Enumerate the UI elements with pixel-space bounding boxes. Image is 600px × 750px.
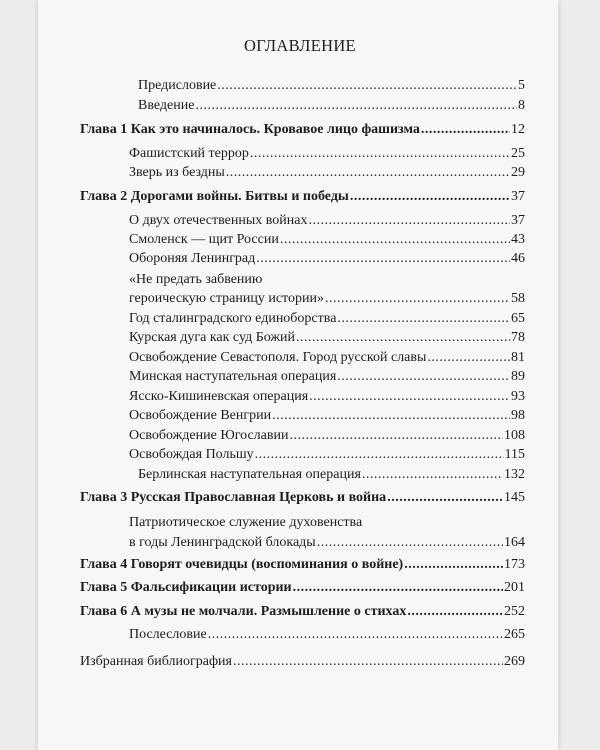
toc-entry: Смоленск — щит России ..... 43 bbox=[129, 231, 525, 249]
toc-entry-preface: Предисловие ..... 5 bbox=[138, 77, 525, 95]
toc-entry: в годы Ленинградской блокады ..... 164 bbox=[129, 534, 525, 552]
toc-entry: Год сталинградского единоборства ..... 65 bbox=[129, 310, 525, 328]
toc-entry-bibliography: Избранная библиография ..... 269 bbox=[80, 653, 525, 671]
toc-entry: Освобождая Польшу ..... 115 bbox=[129, 446, 525, 464]
page-title: ОГЛАВЛЕНИЕ bbox=[244, 36, 356, 55]
toc-entry: Обороняя Ленинград ..... 46 bbox=[129, 250, 525, 268]
toc-chapter-5: Глава 5 Фальсификации истории ..... 201 bbox=[80, 579, 525, 597]
toc-chapter-3: Глава 3 Русская Православная Церковь и война ..... 145 bbox=[80, 489, 525, 507]
toc-chapter-6: Глава 6 А музы не молчали. Размышление о стихах ..... 252 bbox=[80, 603, 525, 621]
toc-entry-afterword: Послесловие ..... 265 bbox=[129, 626, 525, 644]
toc-entry: Ясско-Кишиневская операция ..... 93 bbox=[129, 388, 525, 406]
toc-entry: Освобождение Югославии ..... 108 bbox=[129, 427, 525, 445]
toc-entry-line1: «Не предать забвению bbox=[129, 272, 263, 287]
toc-entry: Берлинская наступательная операция ..... 132 bbox=[138, 466, 525, 484]
toc-entry: героическую страницу истории» ..... 58 bbox=[129, 290, 525, 308]
toc-entry: Фашистский террор ..... 25 bbox=[129, 145, 525, 163]
toc-entry: О двух отечественных войнах ..... 37 bbox=[129, 212, 525, 230]
toc-entry: Минская наступательная операция ..... 89 bbox=[129, 368, 525, 386]
toc-entry-introduction: Введение ..... 8 bbox=[138, 97, 525, 115]
toc-chapter-4: Глава 4 Говорят очевидцы (воспоминания о войне) ..... 173 bbox=[80, 556, 525, 574]
toc-entry: Освобождение Венгрии ..... 98 bbox=[129, 407, 525, 425]
toc-entry: Курская дуга как суд Божий ..... 78 bbox=[129, 329, 525, 347]
toc-chapter-1: Глава 1 Как это начиналось. Кровавое лицо фашизма ..... 12 bbox=[80, 121, 525, 139]
toc-entry: Освобождение Севастополя. Город русской славы ..... 81 bbox=[129, 349, 525, 367]
toc-chapter-2: Глава 2 Дорогами войны. Битвы и победы ..... 37 bbox=[80, 188, 525, 206]
toc-entry-line1: Патриотическое служение духовенства bbox=[129, 515, 363, 530]
toc-entry: Зверь из бездны ..... 29 bbox=[129, 164, 525, 182]
